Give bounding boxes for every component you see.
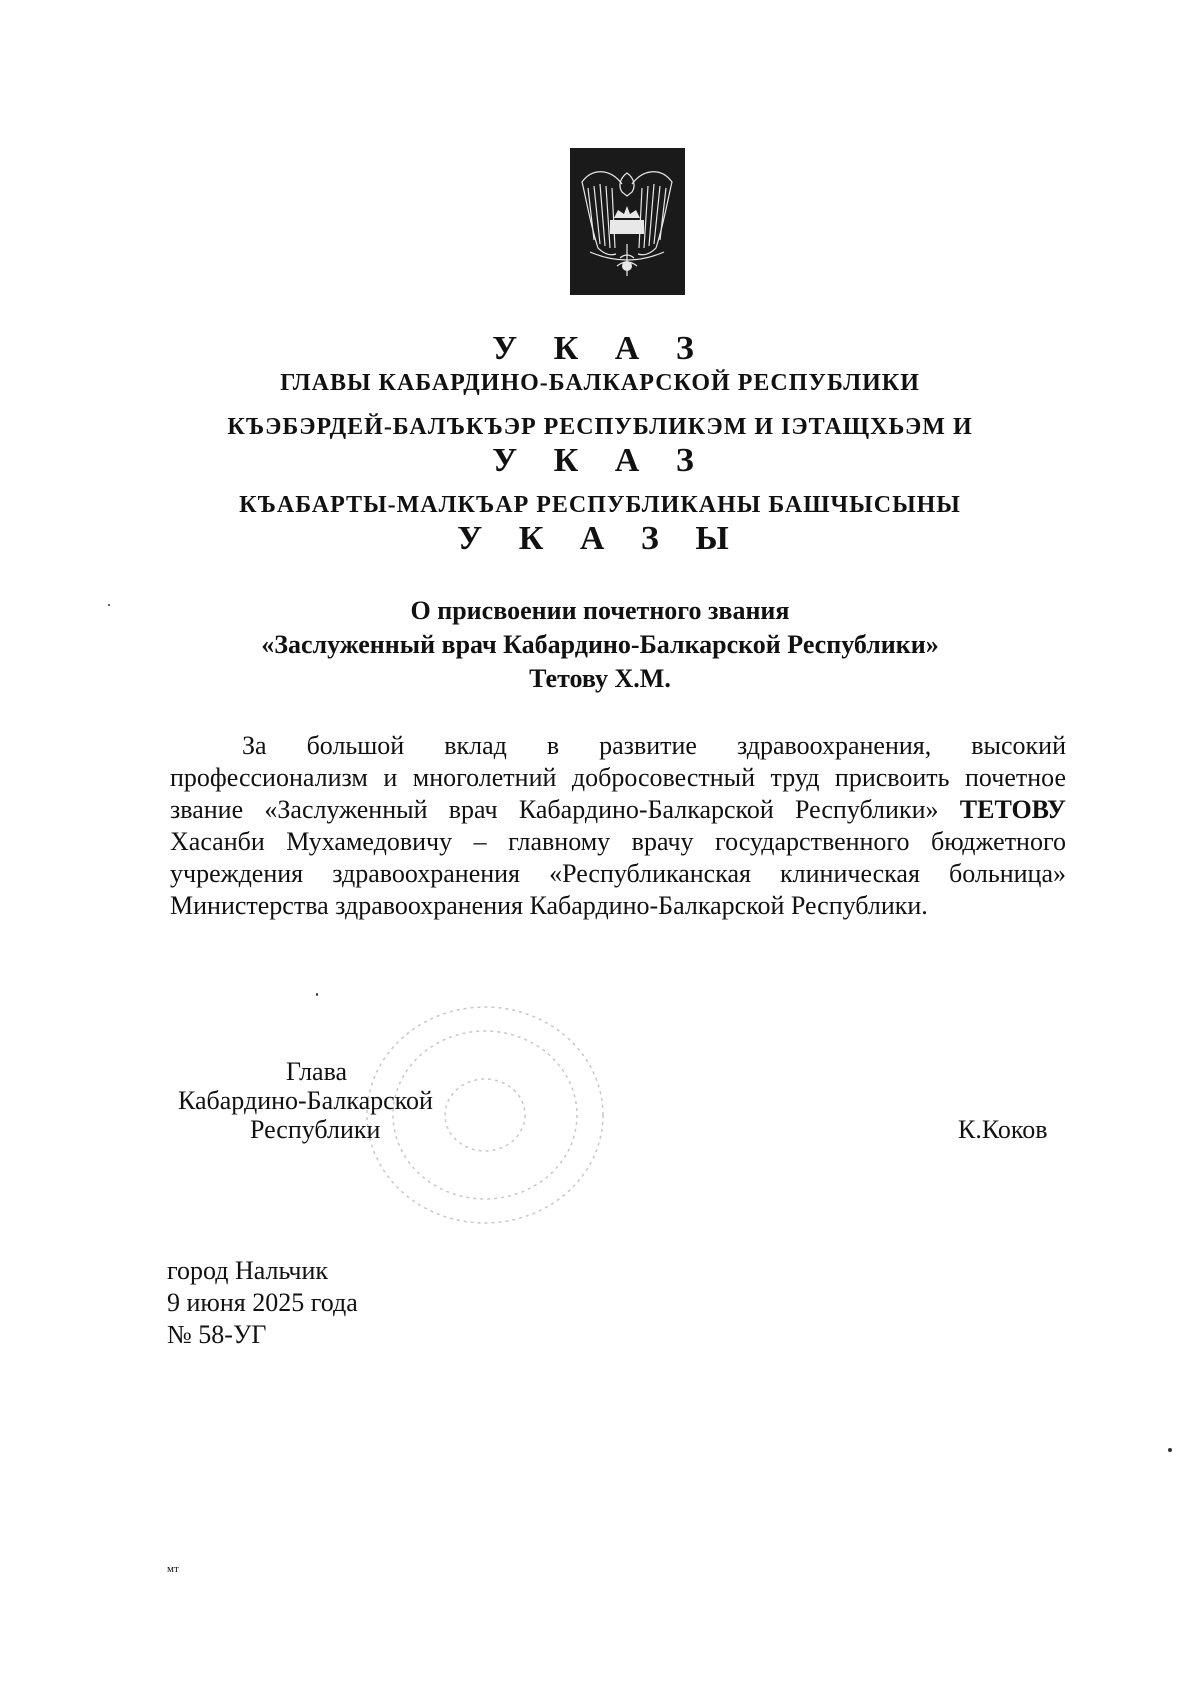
issuer-kabardian: КЪЭБЭРДЕЙ-БАЛЪКЪЭР РЕСПУБЛИКЭМ И ІЭТАЩХЬЭМ И bbox=[227, 414, 973, 440]
decree-body bbox=[170, 730, 1066, 922]
scan-speck bbox=[1168, 1448, 1172, 1452]
executor-mark: мт bbox=[167, 1563, 179, 1575]
decree-heading-balkar: У К А З Ы bbox=[457, 520, 743, 557]
decree-title-line3: Тетову Х.М. bbox=[529, 664, 671, 693]
issue-city: город Нальчик bbox=[167, 1256, 329, 1285]
scan-speck bbox=[316, 993, 318, 996]
coat-of-arms-icon bbox=[570, 148, 685, 295]
signatory-position-line2: Кабардино-Балкарской bbox=[178, 1086, 433, 1115]
decree-heading-kabardian: У К А З bbox=[492, 442, 708, 479]
decree-heading: У К А З bbox=[492, 330, 708, 367]
issue-date: 9 июня 2025 года bbox=[167, 1288, 358, 1317]
awardee-surname: ТЕТОВУ bbox=[959, 795, 1066, 824]
issuer-balkar: КЪАБАРТЫ-МАЛКЪАР РЕСПУБЛИКАНЫ БАШЧЫСЫНЫ bbox=[239, 492, 961, 518]
body-text-part2: Хасанби Мухамедовичу – главному врачу государственного бюджетного учреждения здравоохранения «Республиканская клиническая больница» Министерства здравоохранения Кабардино-Балкарской Республики. bbox=[170, 827, 1066, 920]
scan-speck bbox=[108, 604, 110, 606]
signatory-position-line1: Глава bbox=[286, 1057, 348, 1086]
decree-title-line1: О присвоении почетного звания bbox=[410, 596, 790, 625]
signatory-position-line3: Республики bbox=[250, 1115, 381, 1144]
decree-number: № 58-УГ bbox=[167, 1320, 267, 1349]
body-text-part1: За большой вклад в развитие здравоохранения, высокий профессионализм и многолетний добросовестный труд присвоить почетное звание «Заслуженный врач Кабардино-Балкарской Республики» bbox=[170, 731, 1066, 824]
signatory-name: К.Коков bbox=[958, 1115, 1048, 1144]
issuer-russian: ГЛАВЫ КАБАРДИНО-БАЛКАРСКОЙ РЕСПУБЛИКИ bbox=[280, 370, 920, 396]
decree-title-line2: «Заслуженный врач Кабардино-Балкарской Республики» bbox=[261, 630, 939, 659]
